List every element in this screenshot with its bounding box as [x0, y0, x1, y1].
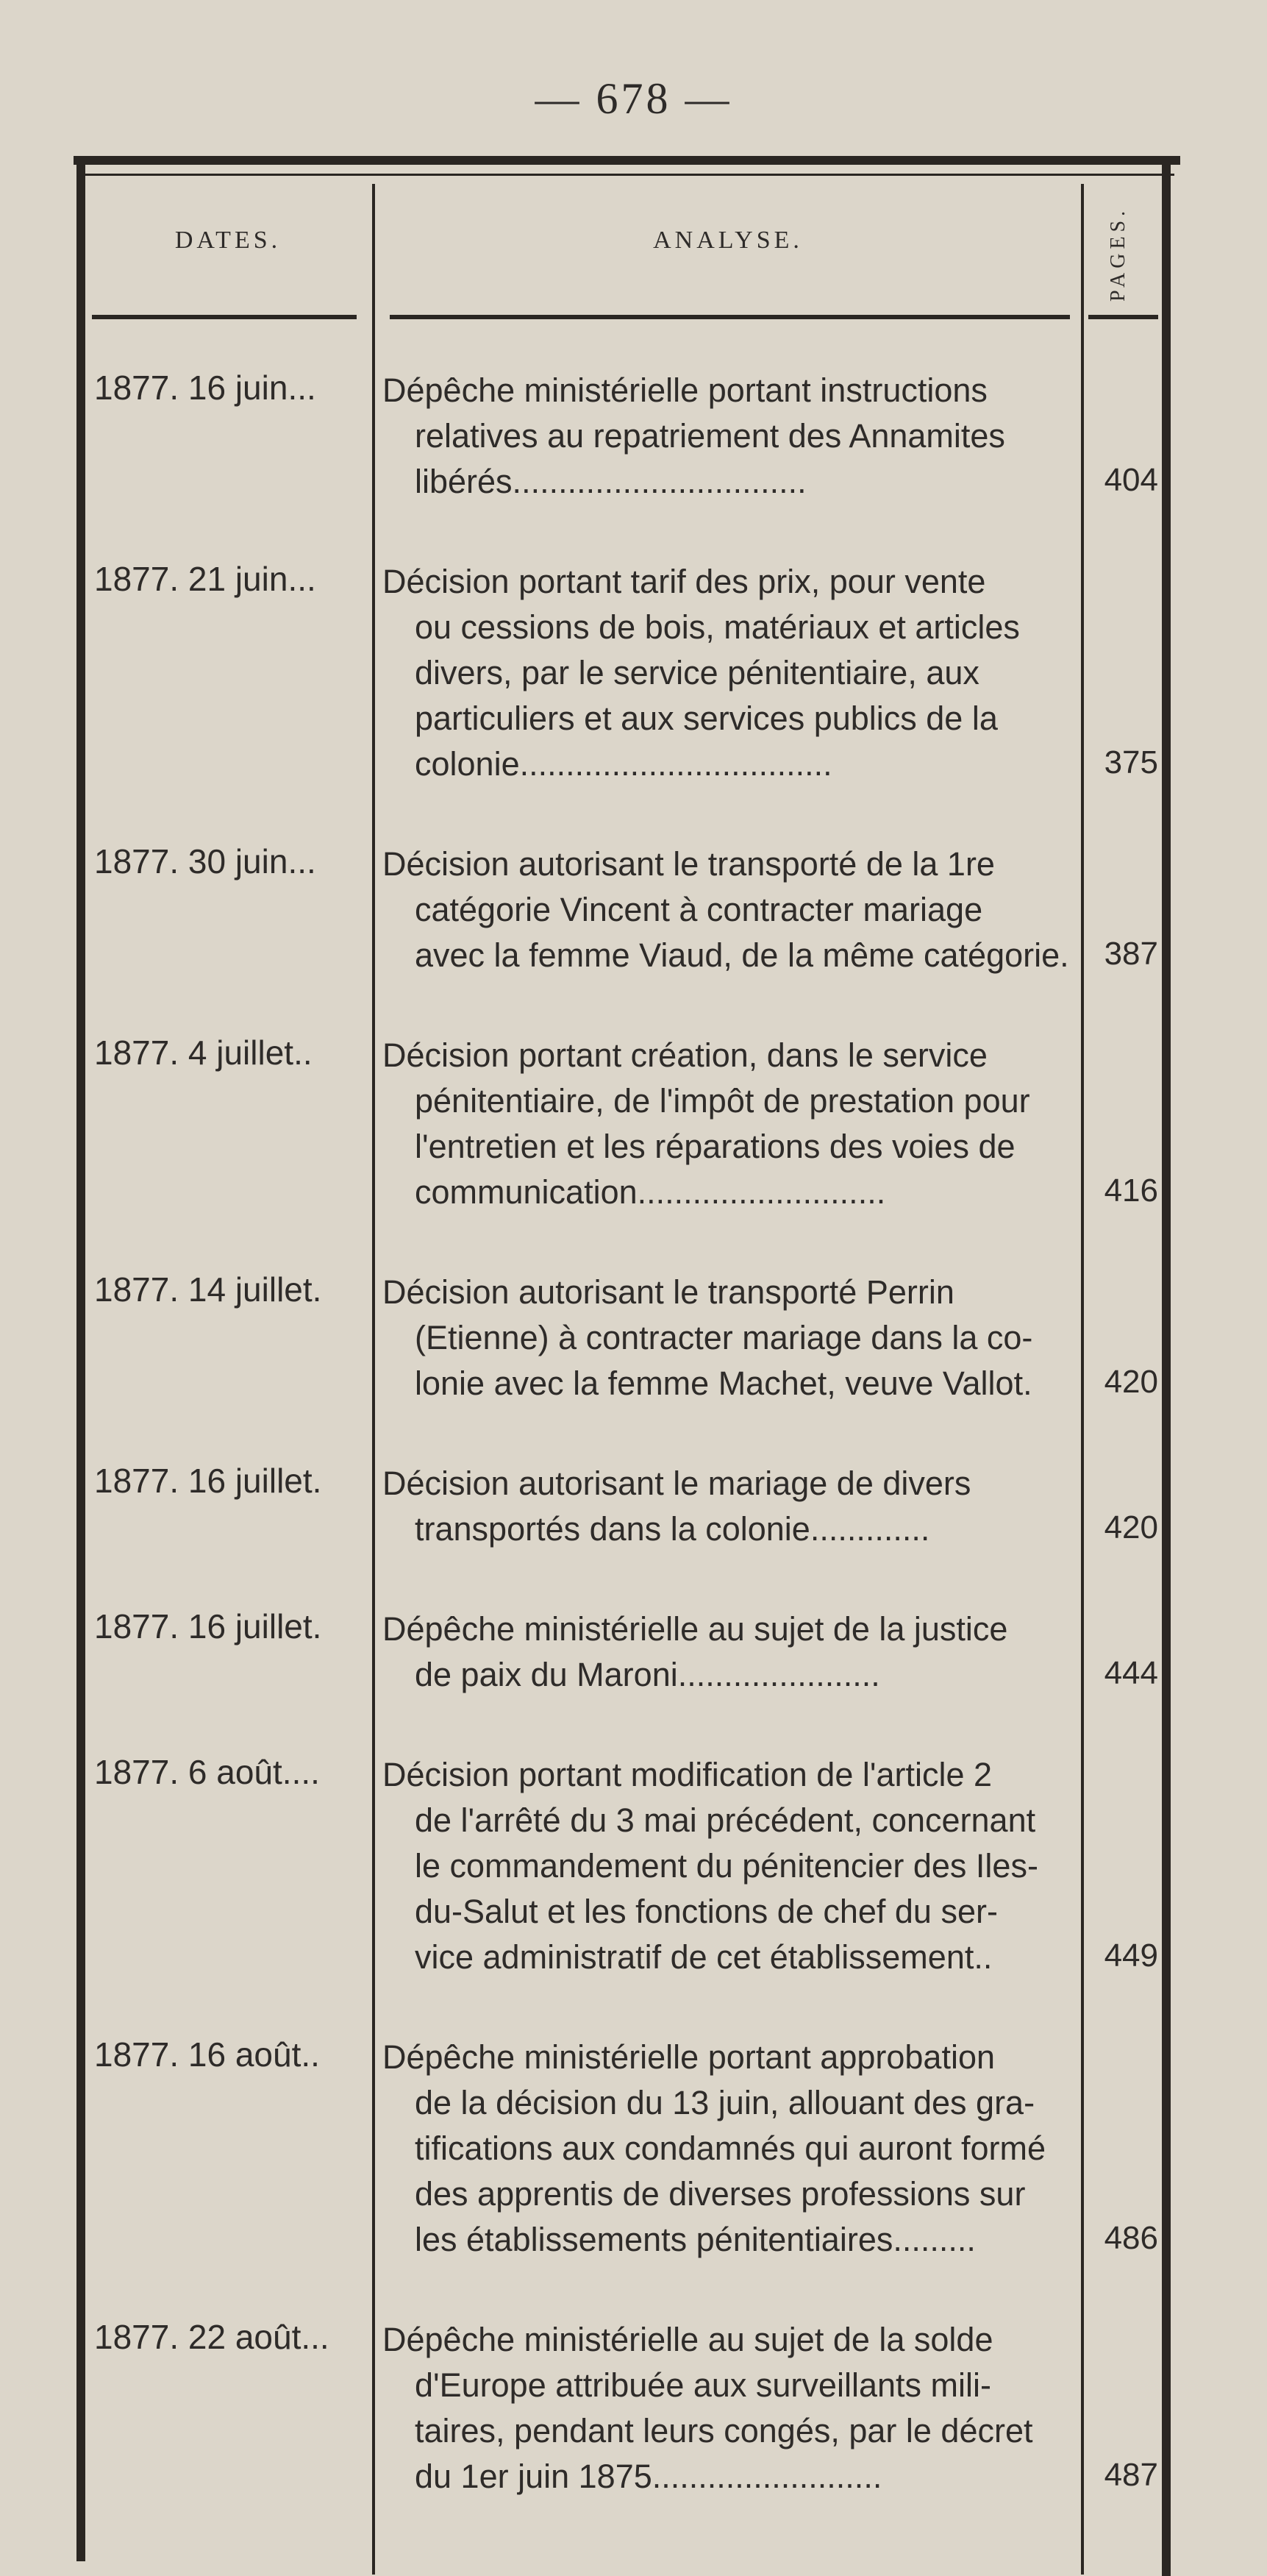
entry-analysis [382, 559, 1077, 787]
entry-date: 1877. 22 août... [94, 2318, 329, 2356]
analysis-line: d'Europe attribuée aux surveillants mili- [415, 2366, 991, 2404]
entry-page-number: 387 [1104, 936, 1158, 972]
table-top-rule-thin [82, 174, 1174, 176]
entry-page-number: 420 [1104, 1364, 1158, 1400]
page-number: — 678 — [535, 74, 732, 123]
table-top-rule [74, 156, 1180, 165]
entry-analysis [382, 1607, 1077, 1698]
entry-analysis [382, 1033, 1077, 1215]
analysis-line: Dépêche ministérielle au sujet de la solde [382, 2321, 993, 2358]
analysis-line: Décision autorisant le transporté Perrin [382, 1273, 954, 1311]
entry-page-number: 449 [1104, 1938, 1158, 1974]
analysis-line: (Etienne) à contracter mariage dans la co- [415, 1319, 1033, 1356]
entry-page-number: 375 [1104, 744, 1158, 780]
analysis-line: vice administratif de cet établissement.. [415, 1938, 993, 1976]
pages-header-rule [1088, 315, 1158, 319]
analysis-line: communication........................... [415, 1173, 886, 1211]
analysis-line: Décision portant modification de l'article 2 [382, 1756, 993, 1793]
analysis-line: des apprentis de diverses professions sur [415, 2175, 1026, 2213]
analysis-line: Décision autorisant le transporté de la 1re [382, 845, 995, 883]
analysis-line: Décision portant création, dans le service [382, 1036, 988, 1074]
table-right-border [1162, 163, 1171, 2576]
analysis-line: pénitentiaire, de l'impôt de prestation pour [415, 1082, 1030, 1120]
analysis-line: catégorie Vincent à contracter mariage [415, 891, 983, 928]
dates-header-rule [92, 315, 357, 319]
entry-analysis [382, 1461, 1077, 1552]
analysis-line: du 1er juin 1875......................... [415, 2458, 882, 2495]
analysis-line: ou cessions de bois, matériaux et articles [415, 608, 1020, 646]
analysis-line: particuliers et aux services publics de la [415, 700, 998, 737]
analysis-line: de la décision du 13 juin, allouant des gra- [415, 2084, 1035, 2121]
entry-analysis [382, 2035, 1077, 2263]
entry-page-number: 404 [1104, 462, 1158, 498]
analysis-line: Décision portant tarif des prix, pour vente [382, 563, 986, 600]
analysis-header-rule [390, 315, 1070, 319]
entry-analysis [382, 1270, 1077, 1406]
entry-date: 1877. 14 juillet. [94, 1270, 322, 1309]
entry-analysis [382, 1752, 1077, 1980]
analysis-line: avec la femme Viaud, de la même catégorie. [415, 936, 1069, 974]
entry-date: 1877. 30 juin... [94, 842, 316, 880]
entry-analysis [382, 368, 1077, 505]
analysis-line: l'entretien et les réparations des voies de [415, 1128, 1016, 1165]
dates-column-separator [372, 184, 375, 2575]
table-left-border [76, 163, 85, 2561]
analysis-header: ANALYSE. [653, 227, 803, 254]
entry-page-number: 444 [1104, 1655, 1158, 1691]
pages-header: PAGES. [1107, 206, 1129, 302]
entry-analysis [382, 842, 1077, 978]
analysis-line: divers, par le service pénitentiaire, aux [415, 654, 979, 691]
entry-page-number: 487 [1104, 2457, 1158, 2493]
pages-column-separator [1081, 184, 1084, 2575]
dates-header: DATES. [174, 227, 282, 254]
entry-page-number: 416 [1104, 1173, 1158, 1209]
analysis-line: taires, pendant leurs congés, par le décret [415, 2412, 1033, 2449]
analysis-line: de l'arrêté du 3 mai précédent, concernant [415, 1801, 1036, 1839]
analysis-line: relatives au repatriement des Annamites [415, 417, 1005, 455]
entry-date: 1877. 4 juillet.. [94, 1033, 313, 1072]
analysis-line: Dépêche ministérielle au sujet de la justice [382, 1610, 1008, 1648]
entry-page-number: 420 [1104, 1509, 1158, 1545]
entry-analysis [382, 2317, 1077, 2499]
entry-date: 1877. 21 juin... [94, 560, 316, 598]
analysis-line: du-Salut et les fonctions de chef du ser- [415, 1893, 998, 1930]
analysis-line: le commandement du pénitencier des Iles- [415, 1847, 1038, 1885]
analysis-line: Décision autorisant le mariage de divers [382, 1465, 971, 1502]
analysis-line: Dépêche ministérielle portant instructions [382, 371, 988, 409]
analysis-line: transportés dans la colonie............. [415, 1510, 930, 1548]
entry-page-number: 486 [1104, 2220, 1158, 2256]
analysis-line: de paix du Maroni...................... [415, 1656, 880, 1693]
analysis-line: les établissements pénitentiaires......... [415, 2221, 976, 2258]
entry-date: 1877. 16 août.. [94, 2035, 320, 2074]
analysis-line: Dépêche ministérielle portant approbation [382, 2038, 996, 2076]
entry-date: 1877. 16 juillet. [94, 1462, 322, 1500]
analysis-line: tifications aux condamnés qui auront formé [415, 2130, 1046, 2167]
analysis-line: colonie.................................. [415, 745, 832, 783]
analysis-line: libérés................................ [415, 463, 807, 500]
entry-date: 1877. 16 juillet. [94, 1607, 322, 1645]
entry-date: 1877. 6 août.... [94, 1753, 320, 1791]
analysis-line: lonie avec la femme Machet, veuve Vallot. [415, 1365, 1032, 1402]
entry-date: 1877. 16 juin... [94, 369, 316, 407]
